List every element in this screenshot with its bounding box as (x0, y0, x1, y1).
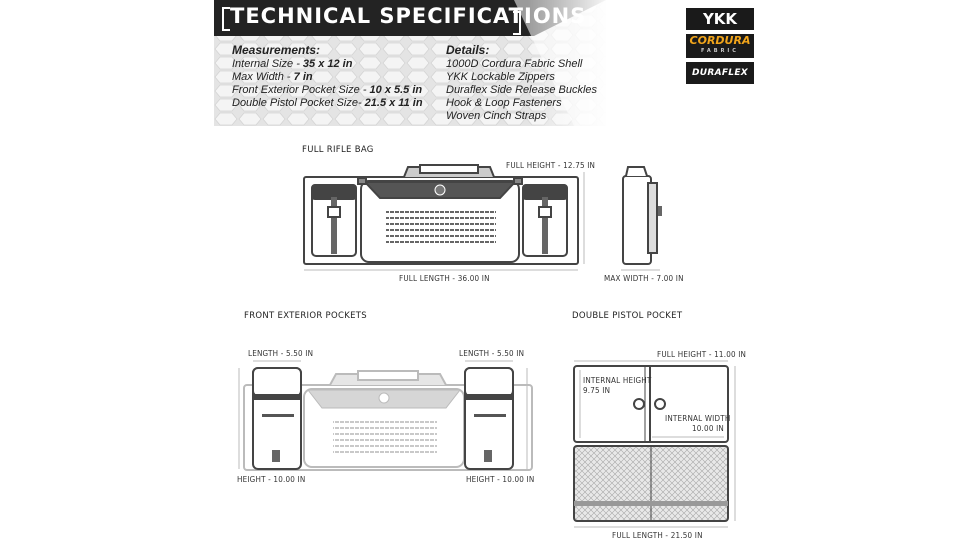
measurement-row: Double Pistol Pocket Size- 21.5 x 11 in (232, 97, 423, 109)
rifle-max-width-label: MAX WIDTH - 7.00 IN (604, 274, 684, 283)
measurement-row: Internal Size - 35 x 12 in (232, 58, 353, 70)
rifle-bag-front-view (304, 165, 578, 264)
front-pockets-section-title: FRONT EXTERIOR POCKETS (244, 311, 367, 321)
rifle-section-title: FULL RIFLE BAG (302, 145, 374, 155)
measurement-row: Max Width - 7 in (232, 71, 313, 83)
page-title: TECHNICAL SPECIFICATIONS (230, 4, 587, 28)
front-height-right-label: HEIGHT - 10.00 IN (466, 475, 535, 484)
pistol-internal-height-value: 9.75 IN (583, 386, 611, 395)
front-length-left-label: LENGTH - 5.50 IN (248, 349, 314, 358)
detail-item: Woven Cinch Straps (446, 110, 547, 122)
pistol-full-length-label: FULL LENGTH - 21.50 IN (612, 531, 703, 540)
pistol-section-title: DOUBLE PISTOL POCKET (572, 311, 683, 321)
measurement-row: Front Exterior Pocket Size - 10 x 5.5 in (232, 84, 423, 96)
detail-item: Hook & Loop Fasteners (446, 97, 562, 109)
pistol-internal-height-label: INTERNAL HEIGHT (583, 376, 652, 385)
front-height-left-label: HEIGHT - 10.00 IN (237, 475, 306, 484)
detail-item: 1000D Cordura Fabric Shell (446, 58, 583, 70)
rifle-full-length-label: FULL LENGTH - 36.00 IN (399, 274, 490, 283)
pistol-full-height-label: FULL HEIGHT - 11.00 IN (657, 350, 747, 359)
front-length-right-label: LENGTH - 5.50 IN (459, 349, 525, 358)
rifle-bag-side-view (623, 167, 662, 264)
rifle-full-height-label: FULL HEIGHT - 12.75 IN (506, 161, 596, 170)
details-heading: Details: (446, 43, 490, 57)
pistol-internal-width-label: INTERNAL WIDTH (665, 414, 731, 423)
ykk-logo: YKK (686, 8, 754, 30)
cordura-logo: CORDURA FABRIC (686, 34, 754, 58)
front-pockets-view (244, 368, 532, 470)
detail-item: YKK Lockable Zippers (446, 71, 555, 83)
duraflex-logo: DURAFLEX (686, 62, 754, 84)
measurements-heading: Measurements: (232, 43, 321, 57)
pistol-internal-width-value: 10.00 IN (692, 424, 724, 433)
detail-item: Duraflex Side Release Buckles (446, 84, 598, 96)
